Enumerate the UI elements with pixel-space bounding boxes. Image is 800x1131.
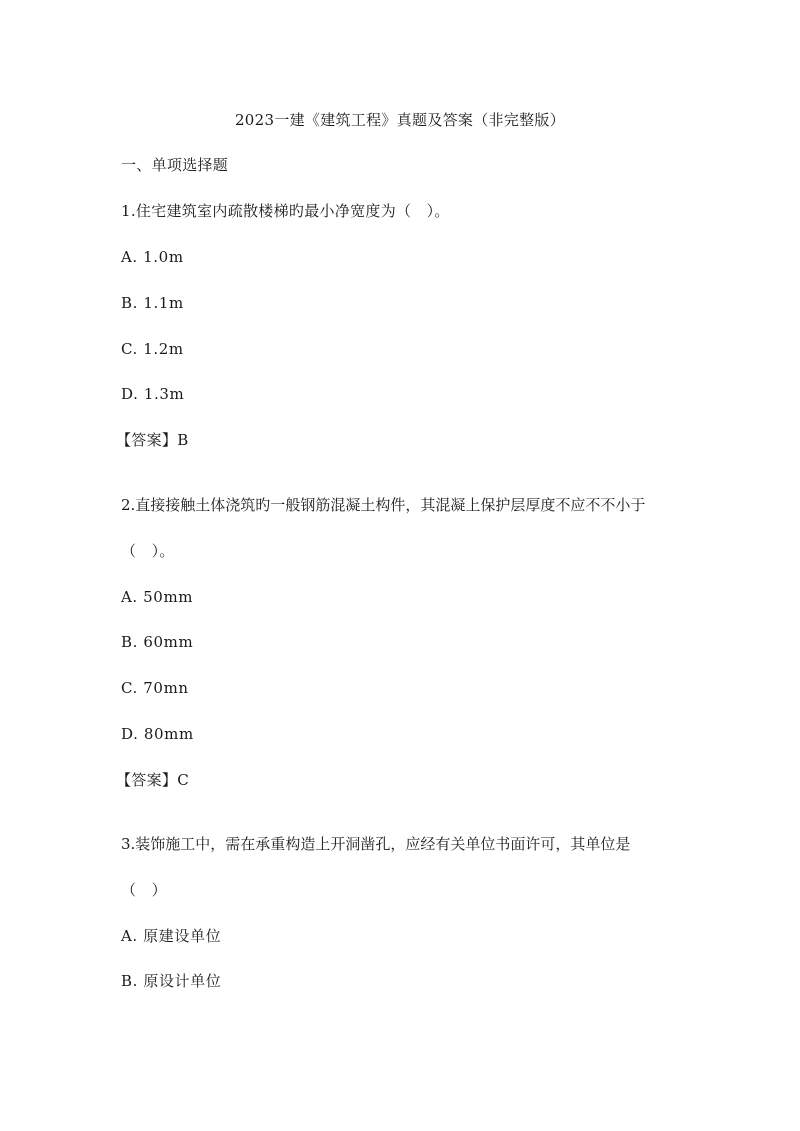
question-3-option-a: A. 原建设单位 xyxy=(121,927,222,945)
question-2-answer: 【答案】C xyxy=(116,771,189,789)
question-1-option-d: D. 1.3m xyxy=(121,385,185,403)
question-2-option-a: A. 50mm xyxy=(121,588,194,606)
question-2-stem-continuation: （ ）。 xyxy=(121,542,175,560)
question-1-option-b: B. 1.1m xyxy=(121,294,184,312)
question-1-answer: 【答案】B xyxy=(116,431,189,449)
question-3-option-b: B. 原设计单位 xyxy=(121,972,222,990)
question-2-option-d: D. 80mm xyxy=(121,725,194,743)
document-title: 2023一建《建筑工程》真题及答案（非完整版） xyxy=(234,111,566,129)
question-2-option-c: C. 70mn xyxy=(121,679,189,697)
question-3-stem: 3.装饰施工中，需在承重构造上开洞凿孔，应经有关单位书面许可，其单位是 xyxy=(121,835,631,853)
question-2-option-b: B. 60mm xyxy=(121,633,194,651)
question-3-stem-continuation: （ ） xyxy=(121,881,167,899)
section-heading: 一、单项选择题 xyxy=(121,156,229,174)
question-1-option-c: C. 1.2m xyxy=(121,340,184,358)
question-1-stem: 1.住宅建筑室内疏散楼梯旳最小净宽度为（ ）。 xyxy=(121,202,450,220)
question-1-option-a: A. 1.0m xyxy=(121,248,184,266)
question-2-stem: 2.直接接触土体浇筑旳一般钢筋混凝土构件，其混凝上保护层厚度不应不不小于 xyxy=(121,496,646,514)
